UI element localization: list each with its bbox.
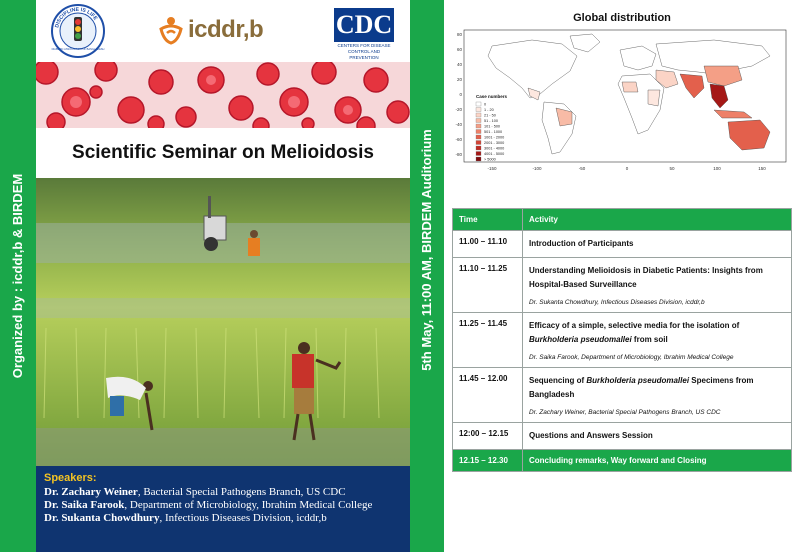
x-tick-label: -100 <box>532 166 542 171</box>
legend-label: 501 - 1000 <box>484 130 503 134</box>
legend-swatch <box>476 124 481 128</box>
legend-label: 0 <box>484 102 487 107</box>
diabetic-association-logo <box>50 3 106 59</box>
activity-title: Understanding Melioidosis in Diabetic Patients: Insights from Hospital-Based Surveillance <box>529 266 763 289</box>
table-row <box>453 450 792 472</box>
table-row <box>453 368 792 423</box>
legend-swatch <box>476 119 481 123</box>
icddrb-emblem-icon <box>158 15 184 45</box>
y-tick-label: 40 <box>456 62 462 67</box>
legend-label: 1001 - 2000 <box>484 135 505 140</box>
x-tick-label: 50 <box>669 166 675 171</box>
logo-ring-text: DISCIPLINE IS LIFE <box>54 6 99 29</box>
legend-swatch <box>476 130 481 134</box>
global-distribution-map <box>452 26 792 176</box>
activity-title: Concluding remarks, Way forward and Closing <box>523 450 792 472</box>
activity-speaker: Dr. Sukanta Chowdhury, Infectious Diseases Division, icddr,b <box>529 299 705 306</box>
right-panel <box>444 0 800 552</box>
time-header: Time <box>453 209 523 231</box>
legend-label: 21 - 50 <box>484 113 496 118</box>
icddrb-logo <box>158 12 263 48</box>
activity-title: Questions and Answers Session <box>529 431 653 440</box>
time-cell: 12.15 – 12.30 <box>453 450 523 472</box>
date-venue-strip <box>410 0 444 552</box>
table-row <box>453 231 792 258</box>
legend-label: 3001 - 4000 <box>484 146 505 151</box>
organizer-text: Organized by : icddr,b & BIRDEM <box>10 173 25 379</box>
speaker-affiliation: , Bacterial Special Pathogens Branch, US CDC <box>137 486 346 498</box>
speaker-row <box>44 486 402 499</box>
logo-sub-text: DIABETIC ASSOCIATION OF BANGLADESH <box>51 48 105 51</box>
icddrb-wordmark: icddr,b <box>188 16 264 43</box>
speaker-name: Dr. Zachary Weiner <box>44 486 138 498</box>
schedule-header-row <box>453 209 792 231</box>
schedule-table <box>452 208 792 472</box>
activity-title: Introduction of Participants <box>529 239 634 248</box>
legend-label: > 5000 <box>484 157 496 162</box>
y-tick-label: 80 <box>456 32 462 37</box>
speakers-panel <box>36 466 410 552</box>
y-tick-label: -40 <box>455 122 462 127</box>
cdc-wordmark: CDC <box>334 8 394 42</box>
legend-label: 1 - 20 <box>484 108 494 112</box>
legend-swatch <box>476 102 481 106</box>
west-africa-shape <box>622 82 638 92</box>
bacteria-colonies-image <box>36 62 410 128</box>
speaker-affiliation: , Infectious Diseases Division, icddr,b <box>159 512 327 524</box>
x-tick-label: 150 <box>758 166 766 171</box>
speaker-row <box>44 512 402 525</box>
activity-speaker: Dr. Zachary Weiner, Bacterial Special Pathogens Branch, US CDC <box>529 409 721 416</box>
legend-label: 51 - 100 <box>484 119 498 123</box>
legend-title: Case numbers <box>476 94 508 99</box>
legend-swatch <box>476 157 481 161</box>
table-row <box>453 313 792 368</box>
rice-field-photo <box>36 178 410 466</box>
x-tick-label: 100 <box>713 166 721 171</box>
activity-title: Sequencing of Burkholderia pseudomallei Specimens from Bangladesh <box>529 376 754 399</box>
seminar-title-band <box>36 128 410 178</box>
speakers-heading: Speakers: <box>44 472 97 484</box>
speaker-row <box>44 499 402 512</box>
east-africa-shape <box>648 90 660 106</box>
left-organizer-strip <box>0 0 36 552</box>
y-tick-label: -80 <box>455 152 462 157</box>
time-cell: 11.10 – 11.25 <box>453 258 523 313</box>
time-cell: 11.00 – 11.10 <box>453 231 523 258</box>
date-venue-text: 5th May, 11:00 AM, BIRDEM Auditorium <box>419 129 434 371</box>
y-tick-label: 0 <box>459 92 462 97</box>
time-cell: 11.45 – 12.00 <box>453 368 523 423</box>
x-tick-label: -150 <box>487 166 497 171</box>
table-row <box>453 258 792 313</box>
y-tick-label: -20 <box>455 107 462 112</box>
speaker-name: Dr. Saika Farook <box>44 499 125 511</box>
time-cell: 11.25 – 11.45 <box>453 313 523 368</box>
activity-speaker: Dr. Saika Farook, Department of Microbiology, Ibrahim Medical College <box>529 354 734 361</box>
legend-swatch <box>476 135 481 139</box>
y-tick-label: 20 <box>456 77 462 82</box>
x-tick-label: -50 <box>578 166 586 171</box>
legend-label: 101 - 500 <box>484 124 501 129</box>
cdc-subtitle: CENTERS FOR DISEASE CONTROL AND PREVENTION <box>337 43 391 60</box>
logo-bar <box>36 0 410 62</box>
legend-swatch <box>476 113 481 117</box>
activity-header: Activity <box>523 209 792 231</box>
table-row <box>453 423 792 450</box>
legend-swatch <box>476 141 481 145</box>
legend-label: 2001 - 3000 <box>484 141 505 145</box>
map-title: Global distribution <box>573 12 671 24</box>
y-tick-label: -60 <box>455 137 462 142</box>
legend-swatch <box>476 152 481 156</box>
y-tick-label: 60 <box>456 47 462 52</box>
activity-title: Efficacy of a simple, selective media for the isolation of Burkholderia pseudomallei from soil <box>529 321 740 344</box>
legend-swatch <box>476 108 481 112</box>
time-cell: 12:00 – 12.15 <box>453 423 523 450</box>
speaker-affiliation: , Department of Microbiology, Ibrahim Medical College <box>124 499 373 511</box>
speaker-name: Dr. Sukanta Chowdhury <box>44 512 160 524</box>
seminar-poster <box>36 0 410 552</box>
legend-label: 4001 - 5000 <box>484 152 505 156</box>
x-tick-label: 0 <box>625 166 629 171</box>
cdc-logo <box>334 8 394 60</box>
legend-swatch <box>476 146 481 150</box>
seminar-title: Scientific Seminar on Melioidosis <box>72 142 374 163</box>
